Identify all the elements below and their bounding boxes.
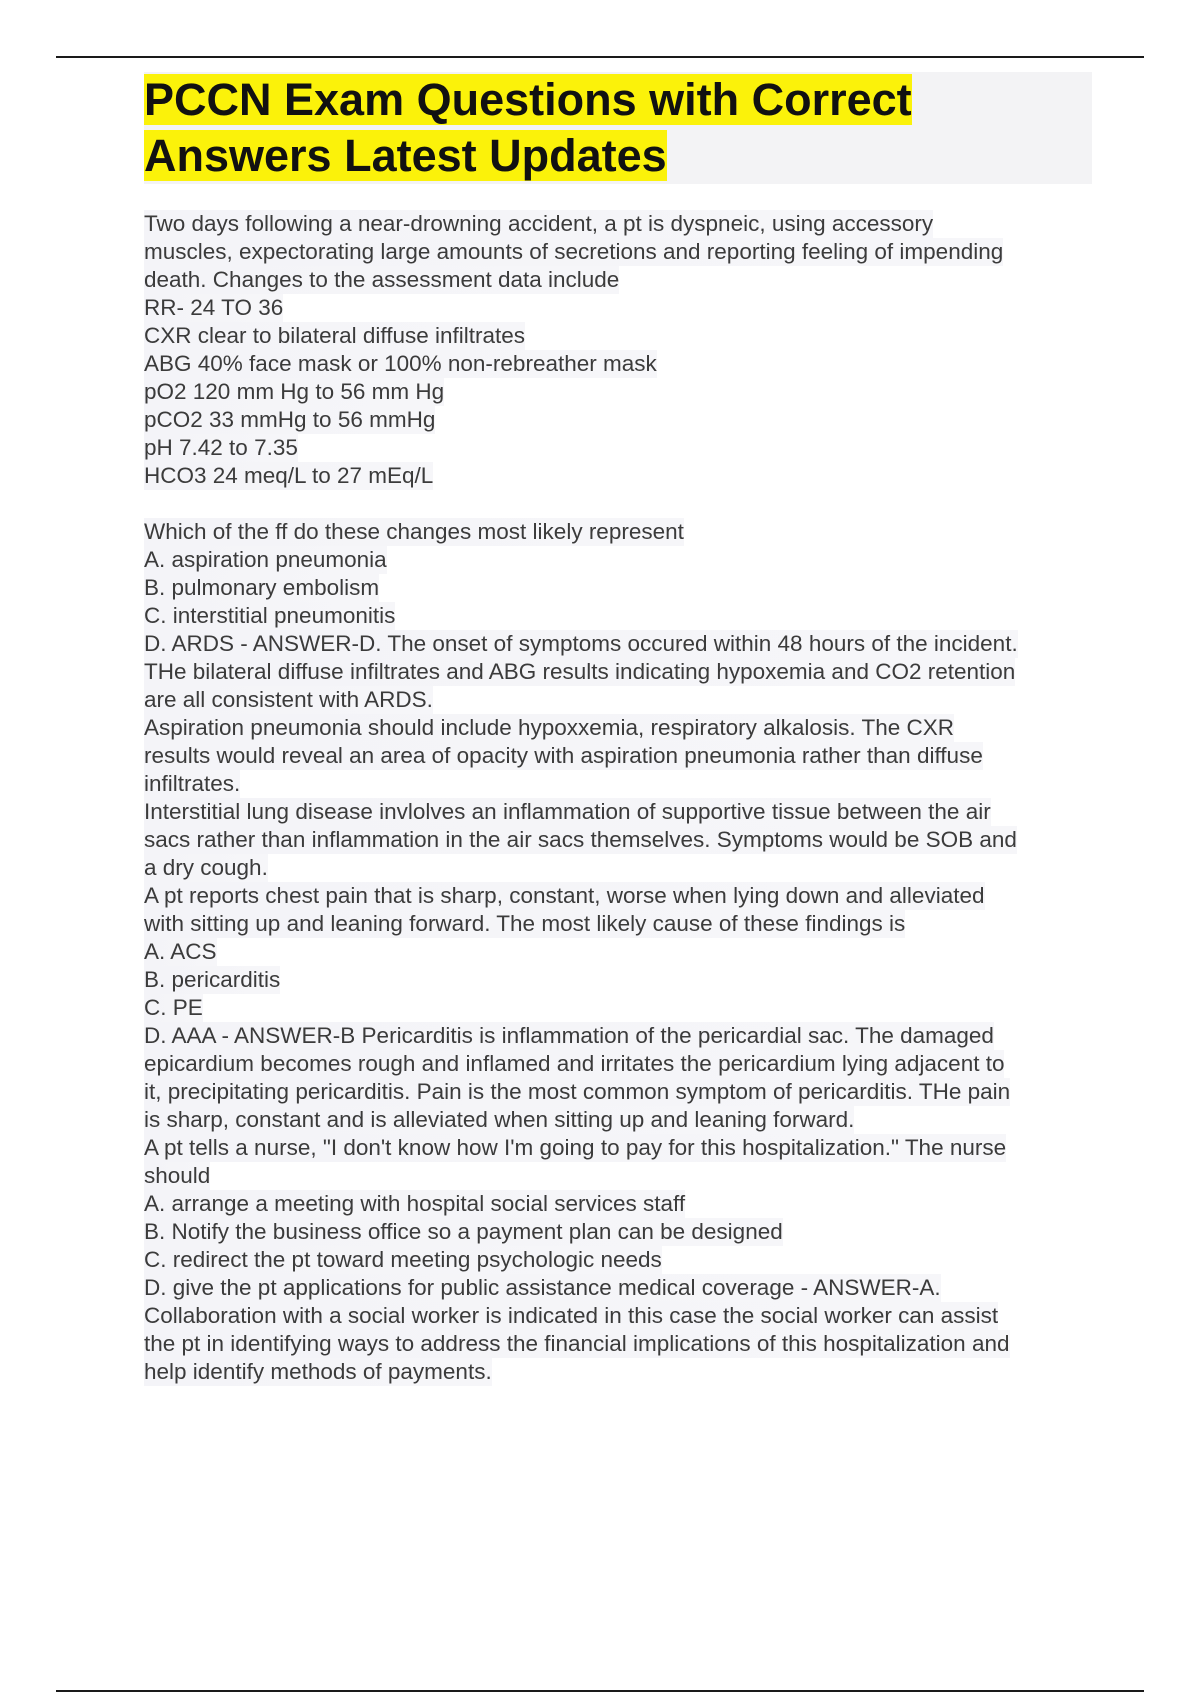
text-line: A. arrange a meeting with hospital social services staff: [144, 1191, 686, 1216]
bottom-rule: [56, 1690, 1144, 1692]
text-line: A pt reports chest pain that is sharp, constant, worse when lying down and alleviated: [144, 883, 985, 908]
text-line: B. pericarditis: [144, 967, 281, 992]
question-1-stem: [144, 210, 1094, 490]
text-line: pO2 120 mm Hg to 56 mm Hg: [144, 379, 445, 404]
title-line-2: Answers Latest Updates: [144, 130, 667, 181]
text-line: A. ACS: [144, 939, 217, 964]
text-line: epicardium becomes rough and inflamed and irritates the pericardium lying adjacent to: [144, 1051, 1005, 1076]
text-line: should: [144, 1163, 211, 1188]
page-title: [144, 72, 1092, 184]
paragraph-spacer: [144, 490, 1094, 518]
text-line: CXR clear to bilateral diffuse infiltrates: [144, 323, 526, 348]
text-line: death. Changes to the assessment data include: [144, 267, 620, 292]
text-line: is sharp, constant and is alleviated when sitting up and leaning forward.: [144, 1107, 855, 1132]
question-3: [144, 1134, 1094, 1386]
text-line: infiltrates.: [144, 771, 241, 796]
text-line: help identify methods of payments.: [144, 1359, 492, 1384]
text-line: B. Notify the business office so a payment plan can be designed: [144, 1219, 783, 1244]
text-line: D. give the pt applications for public assistance medical coverage - ANSWER-A.: [144, 1275, 941, 1300]
text-line: C. PE: [144, 995, 203, 1020]
text-line: THe bilateral diffuse infiltrates and ABG results indicating hypoxemia and CO2 retention: [144, 659, 1016, 684]
title-block: [144, 72, 1092, 184]
title-line-1: PCCN Exam Questions with Correct: [144, 74, 912, 125]
text-line: D. ARDS - ANSWER-D. The onset of symptoms occured within 48 hours of the incident.: [144, 631, 1018, 656]
text-line: Collaboration with a social worker is indicated in this case the social worker can assist: [144, 1303, 999, 1328]
text-line: B. pulmonary embolism: [144, 575, 380, 600]
text-line: it, precipitating pericarditis. Pain is the most common symptom of pericarditis. THe pain: [144, 1079, 1011, 1104]
text-line: HCO3 24 meq/L to 27 mEq/L: [144, 463, 434, 488]
text-line: Which of the ff do these changes most likely represent: [144, 519, 684, 544]
text-line: pH 7.42 to 7.35: [144, 435, 298, 460]
text-line: A pt tells a nurse, "I don't know how I'm going to pay for this hospitalization." The nurse: [144, 1135, 1007, 1160]
top-rule: [56, 56, 1144, 58]
text-line: pCO2 33 mmHg to 56 mmHg: [144, 407, 436, 432]
text-line: A. aspiration pneumonia: [144, 547, 387, 572]
question-2: [144, 882, 1094, 1134]
document-body: [144, 210, 1094, 1386]
text-line: sacs rather than inflammation in the air sacs themselves. Symptoms would be SOB and: [144, 827, 1017, 852]
text-line: are all consistent with ARDS.: [144, 687, 433, 712]
text-line: C. interstitial pneumonitis: [144, 603, 396, 628]
text-line: D. AAA - ANSWER-B Pericarditis is inflammation of the pericardial sac. The damaged: [144, 1023, 994, 1048]
text-line: with sitting up and leaning forward. The most likely cause of these findings is: [144, 911, 906, 936]
text-line: muscles, expectorating large amounts of secretions and reporting feeling of impending: [144, 239, 1004, 264]
text-line: a dry cough.: [144, 855, 268, 880]
text-line: ABG 40% face mask or 100% non-rebreather mask: [144, 351, 657, 376]
text-line: Two days following a near-drowning accident, a pt is dyspneic, using accessory: [144, 211, 934, 236]
text-line: Interstitial lung disease invlolves an inflammation of supportive tissue between the air: [144, 799, 991, 824]
text-line: the pt in identifying ways to address the financial implications of this hospitalization and: [144, 1331, 1010, 1356]
text-line: C. redirect the pt toward meeting psychologic needs: [144, 1247, 662, 1272]
question-1-answer: [144, 518, 1094, 882]
text-line: Aspiration pneumonia should include hypoxxemia, respiratory alkalosis. The CXR: [144, 715, 954, 740]
text-line: results would reveal an area of opacity with aspiration pneumonia rather than diffuse: [144, 743, 983, 768]
text-line: RR- 24 TO 36: [144, 295, 284, 320]
